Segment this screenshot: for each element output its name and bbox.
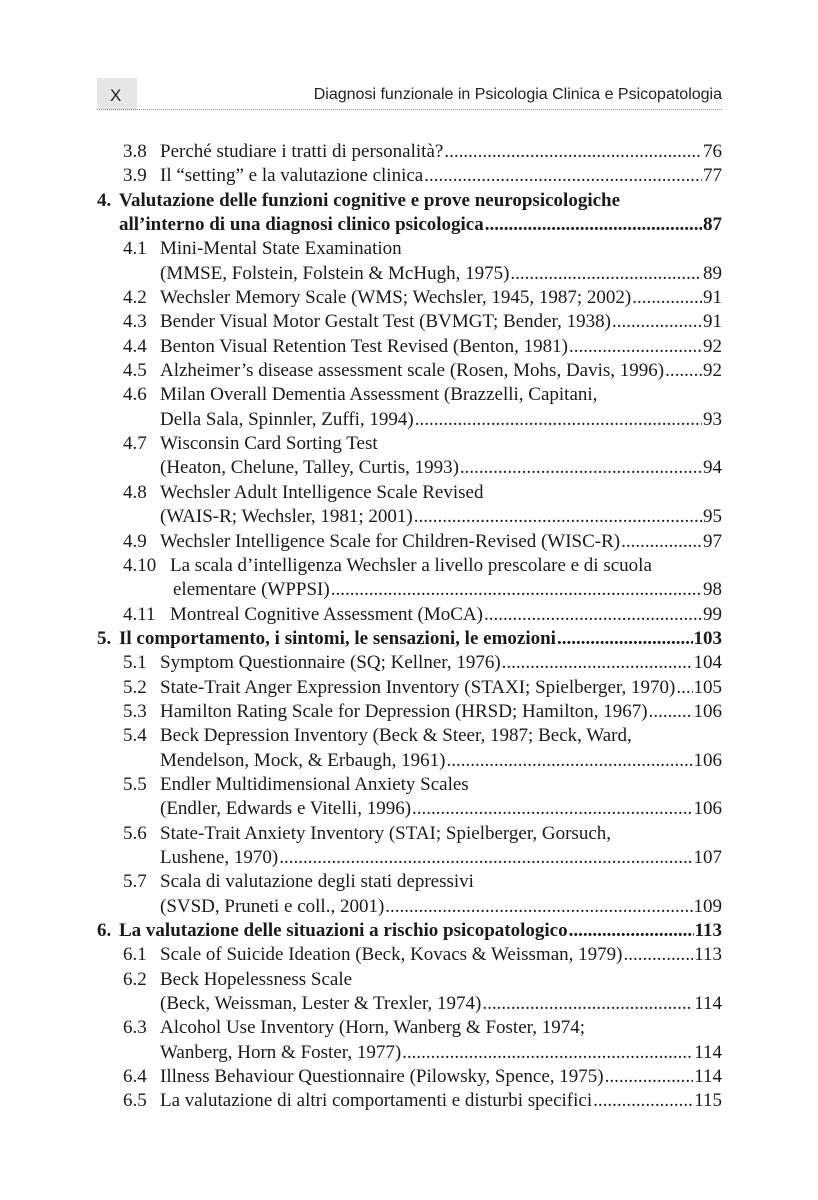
toc-page-number: 109	[693, 895, 722, 917]
toc-leader-dots	[502, 651, 693, 675]
toc-page-number: 98	[703, 579, 722, 601]
toc-entry-title: (Heaton, Chelune, Talley, Curtis, 1993)	[160, 457, 459, 479]
header-divider	[97, 109, 722, 110]
toc-chapter-line	[0, 627, 818, 651]
toc-entry-title: Scale of Suicide Ideation (Beck, Kovacs & Weissman, 1979)	[160, 944, 623, 966]
toc-page-number: 99	[703, 603, 722, 625]
toc-entry-title: all’interno di una diagnosi clinico psicologica	[119, 214, 484, 236]
toc-section-line	[0, 797, 818, 821]
toc-entry-title: Symptom Questionnaire (SQ; Kellner, 1976)	[160, 652, 501, 674]
toc-leader-dots	[605, 1065, 694, 1089]
toc-entry-title: Il “setting” e la valutazione clinica	[160, 165, 424, 187]
toc-entry-number: 4.9	[123, 530, 147, 552]
toc-entry-title: Wanberg, Horn & Foster, 1977)	[160, 1041, 402, 1063]
toc-page-number: 114	[694, 993, 722, 1015]
toc-leader-dots	[385, 895, 692, 919]
toc-section-line	[0, 724, 818, 748]
toc-page-number: 76	[703, 141, 722, 162]
running-header-title: Diagnosi funzionale in Psicologia Clinica e Psicopatologia	[313, 86, 722, 103]
toc-leader-dots	[444, 140, 702, 164]
toc-entry-title: Hamilton Rating Scale for Depression (HRSD; Hamilton, 1967)	[160, 700, 648, 722]
toc-entry-title: Perché studiare i tratti di personalità?	[160, 141, 444, 162]
toc-entry-number: 5.7	[123, 871, 147, 893]
toc-entry-title: Il comportamento, i sintomi, le sensazioni, le emozioni	[119, 627, 556, 649]
toc-section-line	[0, 1041, 818, 1065]
toc-section-line	[0, 383, 818, 407]
toc-entry-number: 4.	[97, 189, 112, 211]
toc-leader-dots	[279, 846, 692, 870]
toc-page-number: 89	[703, 262, 722, 284]
toc-entry-number: 6.4	[123, 1066, 147, 1088]
toc-page-number: 87	[703, 214, 722, 236]
toc-leader-dots	[593, 1089, 693, 1113]
toc-leader-dots	[621, 530, 702, 554]
toc-page-number: 107	[693, 846, 722, 868]
toc-leader-dots	[482, 992, 693, 1016]
toc-page-number: 95	[703, 506, 722, 528]
toc-entry-title: Endler Multidimensional Anxiety Scales	[160, 773, 469, 795]
toc-entry-title: State-Trait Anxiety Inventory (STAI; Spielberger, Gorsuch,	[160, 822, 612, 844]
toc-leader-dots	[485, 213, 702, 237]
toc-page-number: 113	[694, 920, 722, 941]
toc-section-line	[0, 237, 818, 261]
toc-entry-number: 4.5	[123, 360, 147, 382]
toc-page-number: 106	[693, 798, 722, 820]
toc-section-line	[0, 968, 818, 992]
toc-entry-title: Beck Hopelessness Scale	[160, 968, 353, 990]
toc-entry-number: 6.5	[123, 1090, 147, 1112]
toc-leader-dots	[331, 578, 702, 602]
toc-section-line	[0, 749, 818, 773]
toc-entry-title: Alcohol Use Inventory (Horn, Wanberg & Foster, 1974;	[160, 1017, 585, 1039]
toc-entry-title: (Endler, Edwards e Vitelli, 1996)	[160, 798, 412, 820]
toc-page-number: 114	[694, 1041, 722, 1063]
toc-entry-number: 4.6	[123, 384, 147, 406]
toc-section-line	[0, 943, 818, 967]
toc-page-number: 92	[703, 335, 722, 357]
toc-page-number: 115	[694, 1090, 722, 1112]
toc-page-number: 94	[703, 457, 722, 479]
toc-section-line	[0, 1016, 818, 1040]
toc-leader-dots	[415, 408, 702, 432]
toc-leader-dots	[446, 749, 692, 773]
toc-leader-dots	[557, 627, 693, 651]
toc-section-line	[0, 700, 818, 724]
toc-page-number: 103	[693, 627, 722, 649]
toc-entry-title: Mini-Mental State Examination	[160, 238, 402, 260]
toc-entry-number: 4.10	[123, 554, 157, 576]
toc-entry-number: 4.11	[123, 603, 156, 625]
toc-page-number: 91	[703, 287, 722, 309]
toc-entry-number: 5.4	[123, 725, 147, 747]
toc-entry-title: Wisconsin Card Sorting Test	[160, 433, 378, 455]
toc-page-number: 93	[703, 408, 722, 430]
toc-leader-dots	[424, 164, 702, 188]
toc-section-line	[0, 262, 818, 286]
toc-section-line	[0, 408, 818, 432]
toc-section-line	[0, 992, 818, 1016]
toc-entry-title: Benton Visual Retention Test Revised (Benton, 1981)	[160, 335, 568, 357]
toc-entry-number: 4.1	[123, 238, 147, 260]
toc-leader-dots	[649, 700, 693, 724]
toc-entry-number: 5.	[97, 627, 112, 649]
toc-chapter-line	[0, 213, 818, 237]
toc-leader-dots	[612, 310, 702, 334]
toc-page-number: 114	[694, 1066, 722, 1088]
toc-section-line	[0, 164, 818, 188]
toc-section-line	[0, 895, 818, 919]
toc-section-line	[0, 1065, 818, 1089]
toc-leader-dots	[632, 286, 702, 310]
toc-leader-dots	[460, 456, 702, 480]
toc-section-line	[0, 676, 818, 700]
toc-section-line	[0, 481, 818, 505]
toc-section-line	[0, 432, 818, 456]
toc-entry-number: 6.	[97, 920, 112, 941]
toc-leader-dots	[414, 505, 702, 529]
toc-leader-dots	[510, 262, 702, 286]
toc-section-line	[0, 846, 818, 870]
toc-page-number: 105	[693, 676, 722, 698]
toc-entry-title: Alzheimer’s disease assessment scale (Rosen, Mohs, Davis, 1996)	[160, 360, 665, 382]
toc-entry-number: 5.3	[123, 700, 147, 722]
toc-section-line	[0, 505, 818, 529]
toc-section-line	[0, 603, 818, 627]
toc-section-line	[0, 310, 818, 334]
toc-leader-dots	[484, 603, 702, 627]
toc-entry-title: Valutazione delle funzioni cognitive e prove neuropsicologiche	[119, 189, 621, 211]
toc-leader-dots	[623, 943, 693, 967]
toc-entry-title: Mendelson, Mock, & Erbaugh, 1961)	[160, 749, 446, 771]
toc-section-line	[0, 1089, 818, 1113]
toc-entry-title: (SVSD, Pruneti e coll., 2001)	[160, 895, 385, 917]
toc-page-number: 113	[694, 944, 722, 966]
toc-page-number: 92	[703, 360, 722, 382]
toc-entry-title: Wechsler Intelligence Scale for Children-Revised (WISC-R)	[160, 530, 621, 552]
toc-section-line	[0, 578, 818, 602]
toc-page-number: 91	[703, 311, 722, 333]
toc-section-line	[0, 554, 818, 578]
toc-entry-title: Della Sala, Spinnler, Zuffi, 1994)	[160, 408, 414, 430]
toc-entry-title: elementare (WPPSI)	[173, 579, 330, 601]
toc-section-line	[0, 286, 818, 310]
toc-section-line	[0, 870, 818, 894]
toc-entry-number: 6.3	[123, 1017, 147, 1039]
toc-section-line	[0, 651, 818, 675]
toc-entry-title: Montreal Cognitive Assessment (MoCA)	[170, 603, 483, 625]
toc-entry-title: Beck Depression Inventory (Beck & Steer, 1987; Beck, Ward,	[160, 725, 632, 747]
toc-leader-dots	[402, 1041, 693, 1065]
toc-entry-number: 4.4	[123, 335, 147, 357]
toc-entry-number: 4.8	[123, 481, 147, 503]
toc-entry-title: Wechsler Adult Intelligence Scale Revised	[160, 481, 484, 503]
toc-entry-title: (Beck, Weissman, Lester & Trexler, 1974)	[160, 993, 482, 1015]
toc-leader-dots	[676, 676, 692, 700]
toc-section-line	[0, 359, 818, 383]
toc-entry-title: Bender Visual Motor Gestalt Test (BVMGT; Bender, 1938)	[160, 311, 611, 333]
toc-entry-number: 4.2	[123, 287, 147, 309]
toc-entry-title: Illness Behaviour Questionnaire (Pilowsky, Spence, 1975)	[160, 1066, 604, 1088]
toc-entry-number: 5.1	[123, 652, 147, 674]
toc-page-number: 77	[703, 165, 722, 187]
toc-entry-title: Milan Overall Dementia Assessment (Brazzelli, Capitani,	[160, 384, 598, 406]
toc-entry-title: Lushene, 1970)	[160, 846, 279, 868]
toc-section-line	[0, 456, 818, 480]
toc-entry-title: (WAIS-R; Wechsler, 1981; 2001)	[160, 506, 413, 528]
toc-section-line	[0, 140, 818, 164]
toc-section-line	[0, 530, 818, 554]
toc-entry-title: La valutazione di altri comportamenti e disturbi specifici	[160, 1090, 593, 1112]
toc-leader-dots	[569, 919, 694, 943]
toc-page-number: 97	[703, 530, 722, 552]
toc-entry-number: 3.9	[123, 165, 147, 187]
toc-entry-number: 5.2	[123, 676, 147, 698]
toc-entry-title: La scala d’intelligenza Wechsler a livello prescolare e di scuola	[170, 554, 652, 576]
toc-page-number: 106	[693, 749, 722, 771]
toc-entry-number: 5.5	[123, 773, 147, 795]
toc-chapter-line	[0, 919, 818, 943]
page-number: X	[110, 86, 122, 105]
toc-entry-title: State-Trait Anger Expression Inventory (STAXI; Spielberger, 1970)	[160, 676, 676, 698]
toc-entry-number: 4.7	[123, 433, 147, 455]
toc-section-line	[0, 335, 818, 359]
toc-entry-title: Wechsler Memory Scale (WMS; Wechsler, 1945, 1987; 2002)	[160, 287, 632, 309]
toc-page-number: 104	[693, 652, 722, 674]
toc-leader-dots	[569, 335, 702, 359]
toc-chapter-line	[0, 189, 818, 213]
toc-page-number: 106	[693, 700, 722, 722]
toc-section-line	[0, 773, 818, 797]
toc-entry-number: 6.1	[123, 944, 147, 966]
toc-entry-number: 4.3	[123, 311, 147, 333]
toc-entry-number: 3.8	[123, 141, 147, 162]
toc-entry-number: 5.6	[123, 822, 147, 844]
table-of-contents	[0, 140, 818, 1114]
toc-leader-dots	[412, 797, 692, 821]
toc-entry-title: (MMSE, Folstein, Folstein & McHugh, 1975)	[160, 262, 510, 284]
toc-entry-title: Scala di valutazione degli stati depressivi	[160, 871, 474, 893]
toc-entry-number: 6.2	[123, 968, 147, 990]
toc-leader-dots	[665, 359, 702, 383]
toc-entry-title: La valutazione delle situazioni a rischio psicopatologico	[119, 920, 568, 941]
toc-section-line	[0, 822, 818, 846]
